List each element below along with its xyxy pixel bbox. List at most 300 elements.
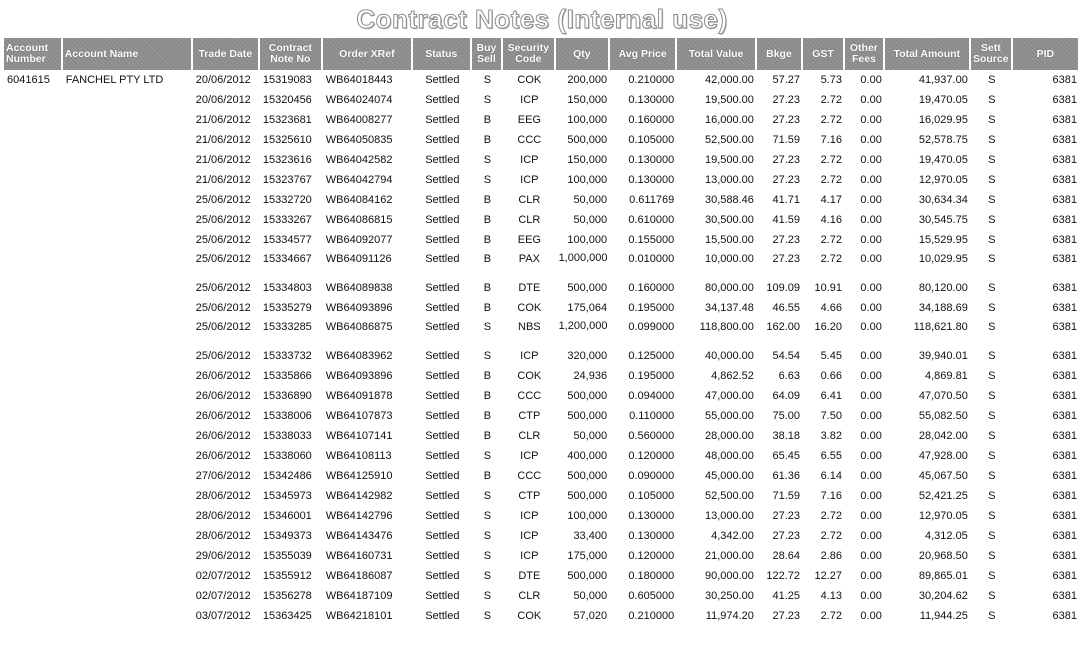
cell-bkge: 27.23 [772,530,801,542]
cell-buy-sell: B [483,234,492,246]
cell-order-xref: WB64108113 [325,450,392,462]
cell-total-amount: 30,204.62 [918,590,968,602]
column-header-order-xref: Order XRef [323,38,413,70]
cell-qty: 175,064 [567,302,608,314]
cell-account-number [4,170,63,190]
cell-contract-note-no: 15319083 [262,74,312,86]
cell-gst: 6.14 [820,470,842,482]
cell-qty: 500,000 [567,410,608,422]
cell-trade-date: 25/06/2012 [195,350,251,362]
cell-account-name [63,170,193,190]
cell-pid: 6381 [1052,610,1077,622]
cell-gst: 2.86 [820,550,842,562]
cell-account-name [63,250,193,278]
cell-account-number [4,586,63,606]
column-header-sett-source: Sett Source [971,38,1013,70]
column-header-contract-note-no: Contract Note No [260,38,323,70]
cell-contract-note-no: 15345973 [262,490,312,502]
cell-bkge: 109.09 [766,282,801,294]
cell-buy-sell: S [483,610,492,622]
cell-status: Settled [425,134,460,146]
cell-bkge: 41.59 [772,214,801,226]
cell-other-fees: 0.00 [860,94,882,106]
cell-security-code: EEG [517,114,541,126]
cell-buy-sell: B [483,214,492,226]
cell-contract-note-no: 15355039 [262,550,312,562]
cell-pid: 6381 [1052,194,1077,206]
cell-account-name [63,90,193,110]
cell-trade-date: 02/07/2012 [195,570,251,582]
table-row [4,250,1080,278]
cell-account-number [4,230,63,250]
table-row [4,386,1080,406]
cell-buy-sell: S [483,490,492,502]
cell-sett-source: S [988,94,996,106]
cell-gst: 2.72 [820,610,842,622]
cell-pid: 6381 [1052,154,1077,166]
cell-account-name [63,210,193,230]
cell-security-code: CLR [518,194,541,206]
table-row [4,526,1080,546]
cell-buy-sell: S [483,510,492,522]
cell-sett-source: S [988,154,996,166]
cell-account-name [63,110,193,130]
table-row [4,230,1080,250]
cell-pid: 6381 [1052,430,1077,442]
cell-order-xref: WB64084162 [325,194,393,206]
cell-bkge: 122.72 [766,570,801,582]
cell-qty: 100,000 [567,114,608,126]
cell-account-number [4,366,63,386]
cell-gst: 5.45 [820,350,842,362]
cell-sett-source: S [988,470,996,482]
cell-qty: 1,200,000 [558,320,608,332]
cell-qty: 1,000,000 [558,252,608,264]
cell-security-code: ICP [520,510,539,522]
cell-sett-source: S [988,282,996,294]
cell-order-xref: WB64142982 [325,490,393,502]
cell-total-amount: 89,865.01 [918,570,968,582]
cell-avg-price: 0.110000 [629,410,675,422]
cell-contract-note-no: 15342486 [262,470,312,482]
cell-qty: 150,000 [567,94,608,106]
cell-total-value: 55,000.00 [704,410,754,422]
table-body [4,70,1080,626]
cell-status: Settled [425,390,460,402]
cell-gst: 5.73 [820,74,842,86]
cell-status: Settled [425,550,460,562]
cell-security-code: CCC [517,470,542,482]
cell-avg-price: 0.130000 [628,174,675,186]
cell-order-xref: WB64186087 [325,570,393,582]
cell-total-value: 13,000.00 [704,510,754,522]
cell-avg-price: 0.010000 [628,253,675,265]
cell-avg-price: 0.130000 [628,510,675,522]
cell-account-number [4,446,63,466]
cell-qty: 500,000 [567,570,608,582]
cell-account-name [63,426,193,446]
cell-gst: 2.72 [820,510,842,522]
cell-order-xref: WB64089838 [325,282,393,294]
cell-account-name [63,190,193,210]
cell-contract-note-no: 15338033 [262,430,312,442]
cell-contract-note-no: 15349373 [262,530,312,542]
cell-trade-date: 21/06/2012 [195,114,251,126]
cell-pid: 6381 [1052,134,1077,146]
cell-trade-date: 26/06/2012 [195,430,251,442]
cell-sett-source: S [988,570,996,582]
column-header-pid: PID [1013,38,1080,70]
cell-security-code: CCC [517,390,542,402]
cell-bkge: 28.64 [772,550,801,562]
cell-account-name [63,606,193,626]
cell-avg-price: 0.160000 [628,282,675,294]
cell-account-number [4,486,63,506]
column-header-status: Status [413,38,472,70]
cell-total-amount: 16,029.95 [918,114,968,126]
table-row [4,298,1080,318]
cell-security-code: COK [517,370,542,382]
table-header [4,38,1080,70]
cell-other-fees: 0.00 [860,470,882,482]
cell-trade-date: 21/06/2012 [195,154,251,166]
cell-trade-date: 20/06/2012 [195,74,251,86]
cell-account-name [63,566,193,586]
cell-order-xref: WB64143476 [325,530,393,542]
cell-account-number [4,466,63,486]
cell-buy-sell: B [483,282,492,294]
cell-account-number [4,90,63,110]
cell-security-code: ICP [520,550,539,562]
cell-order-xref: WB64218101 [325,610,393,622]
cell-bkge: 27.23 [772,610,801,622]
cell-contract-note-no: 15356278 [262,590,312,602]
cell-total-amount: 4,312.05 [924,530,968,542]
cell-qty: 50,000 [573,590,608,602]
cell-status: Settled [425,253,460,265]
column-header-security-code: Security Code [503,38,555,70]
table-row [4,406,1080,426]
cell-gst: 2.72 [820,253,842,265]
cell-trade-date: 26/06/2012 [195,370,251,382]
cell-pid: 6381 [1052,214,1077,226]
cell-trade-date: 25/06/2012 [195,282,251,294]
cell-total-amount: 19,470.05 [918,94,968,106]
cell-gst: 0.66 [820,370,842,382]
cell-other-fees: 0.00 [860,154,882,166]
cell-sett-source: S [988,550,996,562]
cell-qty: 50,000 [573,430,608,442]
cell-total-amount: 52,578.75 [918,134,968,146]
cell-status: Settled [425,530,460,542]
cell-total-value: 34,137.48 [704,302,754,314]
cell-bkge: 71.59 [772,134,801,146]
cell-security-code: EEG [517,234,541,246]
cell-pid: 6381 [1052,530,1077,542]
cell-total-amount: 19,470.05 [918,154,968,166]
cell-account-name [63,318,193,346]
cell-contract-note-no: 15332720 [262,194,312,206]
cell-sett-source: S [988,174,996,186]
table-row [4,366,1080,386]
cell-avg-price: 0.605000 [628,590,675,602]
cell-order-xref: WB64093896 [325,302,393,314]
cell-qty: 100,000 [567,234,608,246]
cell-account-name [63,150,193,170]
cell-total-amount: 39,940.01 [918,350,968,362]
cell-bkge: 41.25 [772,590,801,602]
cell-trade-date: 28/06/2012 [195,510,251,522]
cell-trade-date: 21/06/2012 [195,134,251,146]
cell-contract-note-no: 15325610 [262,134,312,146]
cell-other-fees: 0.00 [860,350,882,362]
column-header-account-number: Account Number [4,38,63,70]
cell-total-value: 30,250.00 [704,590,754,602]
cell-trade-date: 29/06/2012 [195,550,251,562]
cell-other-fees: 0.00 [860,490,882,502]
cell-order-xref: WB64142796 [325,510,393,522]
cell-status: Settled [425,590,460,602]
cell-other-fees: 0.00 [860,450,882,462]
cell-other-fees: 0.00 [860,570,882,582]
cell-order-xref: WB64008277 [325,114,393,126]
cell-status: Settled [425,610,460,622]
cell-total-amount: 118,621.80 [913,321,968,333]
cell-pid: 6381 [1052,450,1077,462]
cell-total-amount: 15,529.95 [918,234,968,246]
cell-bkge: 6.63 [778,370,801,382]
cell-pid: 6381 [1052,234,1077,246]
table-row [4,506,1080,526]
column-header-total-amount: Total Amount [885,38,971,70]
cell-security-code: COK [517,302,542,314]
cell-trade-date: 28/06/2012 [195,490,251,502]
cell-security-code: DTE [518,570,541,582]
cell-qty: 33,400 [573,530,608,542]
cell-trade-date: 03/07/2012 [195,610,251,622]
table-row [4,130,1080,150]
cell-gst: 7.16 [820,490,842,502]
cell-bkge: 75.00 [772,410,801,422]
cell-order-xref: WB64042794 [325,174,393,186]
cell-avg-price: 0.090000 [628,470,675,482]
column-header-account-name: Account Name [63,38,193,70]
cell-qty: 57,020 [573,610,608,622]
cell-pid: 6381 [1052,321,1077,333]
cell-gst: 2.72 [820,174,842,186]
cell-pid: 6381 [1052,410,1077,422]
cell-pid: 6381 [1052,114,1077,126]
cell-security-code: ICP [520,350,539,362]
cell-pid: 6381 [1052,490,1077,502]
cell-total-value: 90,000.00 [704,570,754,582]
cell-security-code: ICP [520,174,539,186]
cell-total-value: 30,500.00 [704,214,754,226]
cell-trade-date: 20/06/2012 [195,94,251,106]
cell-sett-source: S [988,253,996,265]
cell-account-number [4,190,63,210]
cell-status: Settled [425,510,460,522]
cell-account-number [4,346,63,366]
cell-buy-sell: S [483,154,492,166]
cell-account-number [4,406,63,426]
cell-contract-note-no: 15320456 [262,94,312,106]
cell-avg-price: 0.180000 [628,570,675,582]
cell-contract-note-no: 15334667 [262,253,312,265]
column-header-qty: Qty [556,38,611,70]
cell-sett-source: S [988,610,996,622]
cell-security-code: NBS [518,321,541,333]
cell-status: Settled [425,470,460,482]
cell-buy-sell: S [483,450,492,462]
cell-sett-source: S [988,194,996,206]
cell-security-code: ICP [520,154,539,166]
cell-order-xref: WB64091126 [325,253,392,265]
table-row [4,446,1080,466]
cell-contract-note-no: 15363425 [262,610,312,622]
cell-other-fees: 0.00 [860,321,882,333]
cell-status: Settled [425,234,460,246]
cell-contract-note-no: 15333732 [262,350,312,362]
cell-qty: 400,000 [567,450,608,462]
cell-account-number [4,298,63,318]
cell-sett-source: S [988,450,996,462]
column-header-other-fees: Other Fees [845,38,885,70]
cell-other-fees: 0.00 [860,134,882,146]
cell-trade-date: 25/06/2012 [195,321,251,333]
cell-contract-note-no: 15335279 [262,302,312,314]
cell-total-value: 28,000.00 [704,430,754,442]
cell-total-amount: 28,042.00 [918,430,968,442]
cell-other-fees: 0.00 [860,430,882,442]
cell-total-value: 16,000.00 [704,114,754,126]
cell-account-number [4,386,63,406]
cell-total-value: 15,500.00 [704,234,754,246]
cell-sett-source: S [988,234,996,246]
cell-status: Settled [425,302,460,314]
cell-total-value: 80,000.00 [704,282,754,294]
cell-account-name: FANCHEL PTY LTD [65,74,164,86]
column-header-gst: GST [803,38,845,70]
cell-order-xref: WB64042582 [325,154,393,166]
cell-total-value: 52,500.00 [704,134,754,146]
cell-account-number [4,526,63,546]
cell-contract-note-no: 15335866 [262,370,312,382]
cell-order-xref: WB64187109 [325,590,393,602]
cell-total-amount: 34,188.69 [918,302,968,314]
cell-trade-date: 25/06/2012 [195,302,251,314]
cell-total-amount: 52,421.25 [918,490,968,502]
table-row [4,426,1080,446]
cell-total-value: 10,000.00 [704,253,754,265]
cell-total-value: 40,000.00 [704,350,754,362]
table-row [4,150,1080,170]
cell-avg-price: 0.125000 [628,350,675,362]
cell-avg-price: 0.210000 [628,610,675,622]
cell-total-value: 19,500.00 [704,154,754,166]
cell-contract-note-no: 15334577 [262,234,312,246]
cell-buy-sell: B [483,114,492,126]
cell-qty: 50,000 [573,194,608,206]
cell-other-fees: 0.00 [860,410,882,422]
cell-avg-price: 0.130000 [628,154,675,166]
cell-contract-note-no: 15333285 [262,321,312,333]
cell-total-value: 118,800.00 [699,321,754,333]
cell-security-code: COK [517,74,542,86]
cell-buy-sell: B [483,430,492,442]
cell-avg-price: 0.094000 [628,390,675,402]
cell-pid: 6381 [1052,590,1077,602]
cell-account-number [4,506,63,526]
cell-total-amount: 47,070.50 [918,390,968,402]
cell-other-fees: 0.00 [860,550,882,562]
cell-bkge: 71.59 [772,490,801,502]
cell-buy-sell: S [483,530,492,542]
cell-qty: 150,000 [567,154,608,166]
cell-qty: 200,000 [567,74,608,86]
table-row [4,190,1080,210]
cell-sett-source: S [988,510,996,522]
cell-total-amount: 4,869.81 [924,370,968,382]
cell-total-amount: 30,634.34 [918,194,968,206]
cell-security-code: ICP [520,94,539,106]
cell-gst: 16.20 [814,321,842,333]
cell-order-xref: WB64125910 [325,470,393,482]
cell-total-value: 4,862.52 [711,370,754,382]
cell-gst: 2.72 [820,530,842,542]
cell-account-name [63,406,193,426]
cell-bkge: 27.23 [772,114,801,126]
cell-total-value: 4,342.00 [711,530,754,542]
cell-sett-source: S [988,390,996,402]
cell-sett-source: S [988,321,996,333]
cell-order-xref: WB64050835 [325,134,393,146]
cell-qty: 50,000 [573,214,608,226]
cell-avg-price: 0.120000 [628,450,675,462]
cell-buy-sell: B [483,470,492,482]
cell-buy-sell: B [483,370,492,382]
cell-pid: 6381 [1052,470,1077,482]
cell-avg-price: 0.155000 [628,234,675,246]
cell-order-xref: WB64107141 [325,430,393,442]
cell-account-number [4,210,63,230]
cell-gst: 4.16 [820,214,842,226]
cell-total-amount: 47,928.00 [918,450,968,462]
cell-order-xref: WB64083962 [325,350,393,362]
cell-avg-price: 0.611769 [629,194,675,206]
cell-pid: 6381 [1052,350,1077,362]
cell-avg-price: 0.210000 [628,74,675,86]
cell-contract-note-no: 15338060 [262,450,312,462]
cell-sett-source: S [988,490,996,502]
cell-total-amount: 11,944.25 [919,610,968,622]
table-row [4,278,1080,298]
cell-buy-sell: S [483,94,492,106]
cell-buy-sell: S [483,321,492,333]
cell-gst: 10.91 [814,282,842,294]
table-row [4,318,1080,346]
cell-total-amount: 30,545.75 [918,214,968,226]
cell-qty: 500,000 [567,134,608,146]
cell-total-value: 42,000.00 [704,74,754,86]
cell-buy-sell: B [483,302,492,314]
cell-account-name [63,130,193,150]
cell-total-value: 48,000.00 [704,450,754,462]
cell-avg-price: 0.105000 [628,134,675,146]
cell-sett-source: S [988,74,996,86]
column-header-bkge: Bkge [757,38,803,70]
cell-account-name [63,546,193,566]
